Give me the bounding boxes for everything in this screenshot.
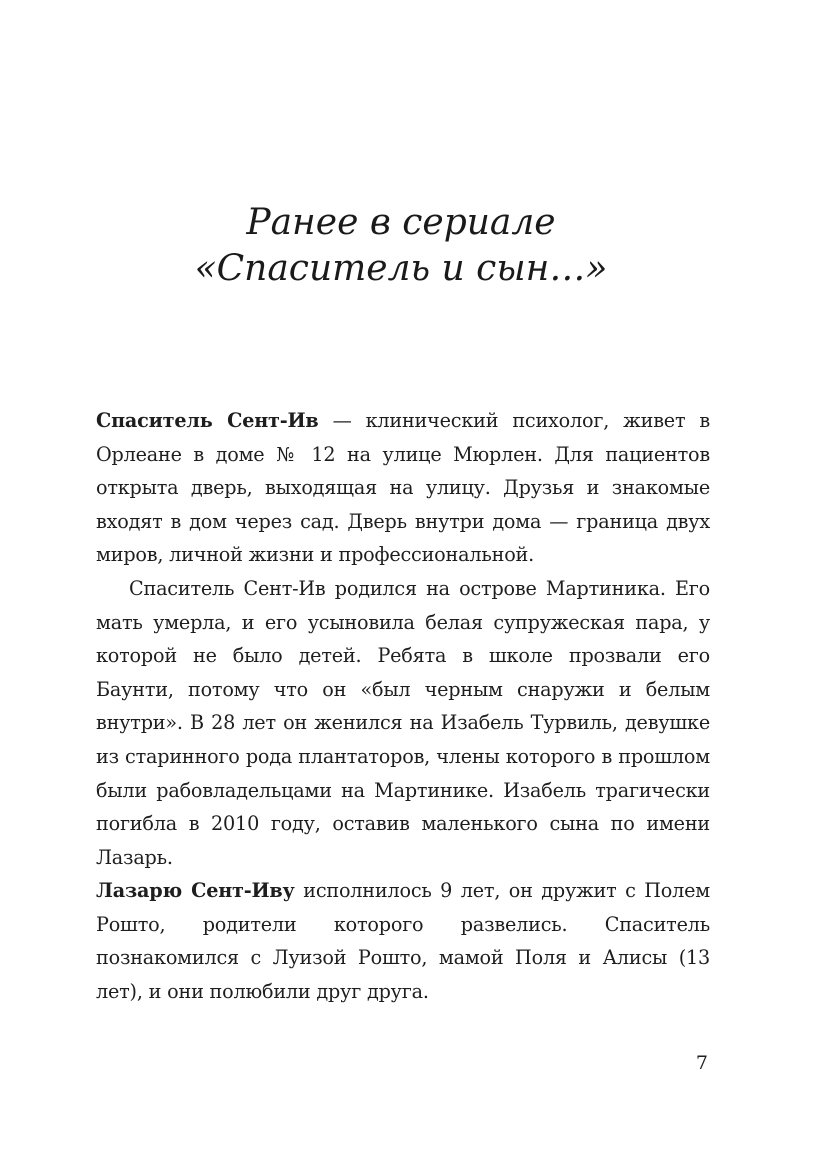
text-block-2 [96, 874, 710, 1008]
text-block-1 [96, 404, 710, 874]
paragraph-3-text: исполнилось 9 лет, он дружит с Полем Рошто, родители которого развелись. Спаситель познакомился с Луизой Рошто, мамой Поля и Алисы (13 лет), и они полюбили друг друга. [96, 879, 711, 1003]
page-number: 7 [695, 1052, 708, 1074]
paragraph-1-lead: Спаситель Сент-Ив [96, 409, 319, 432]
paragraph-1-text: — клинический психолог, живет в Орлеане в доме № 12 на улице Мюрлен. Для пациентов открыта дверь, выходящая на улицу. Друзья и знакомые входят в дом через сад. Дверь внутри дома — граница двух миров, личной жизни и профессиональной. [96, 409, 710, 567]
paragraph-3-lead: Лазарю Сент-Иву [96, 879, 295, 902]
chapter-title-line-1: Ранее в сериале [246, 202, 556, 243]
paragraph-1 [96, 404, 710, 572]
paragraph-2-text: Спаситель Сент-Ив родился на острове Мартиника. Его мать умерла, и его усыновила белая супружеская пара, у которой не было детей. Ребята в школе прозвали его Баунти, потому что он «был черным снаружи и белым внутри». В 28 лет он женился на Изабель Турвиль, девушке из старинного рода плантаторов, члены которого в прошлом были рабовладельцами на Мартинике. Изабель трагически погибла в 2010 году, оставив маленького сына по имени Лазарь. [96, 576, 710, 869]
paragraph-2 [96, 572, 710, 874]
chapter-title-line-2: «Спаситель и сын…» [194, 248, 608, 289]
chapter-title [0, 200, 802, 292]
paragraph-3 [96, 874, 710, 1008]
